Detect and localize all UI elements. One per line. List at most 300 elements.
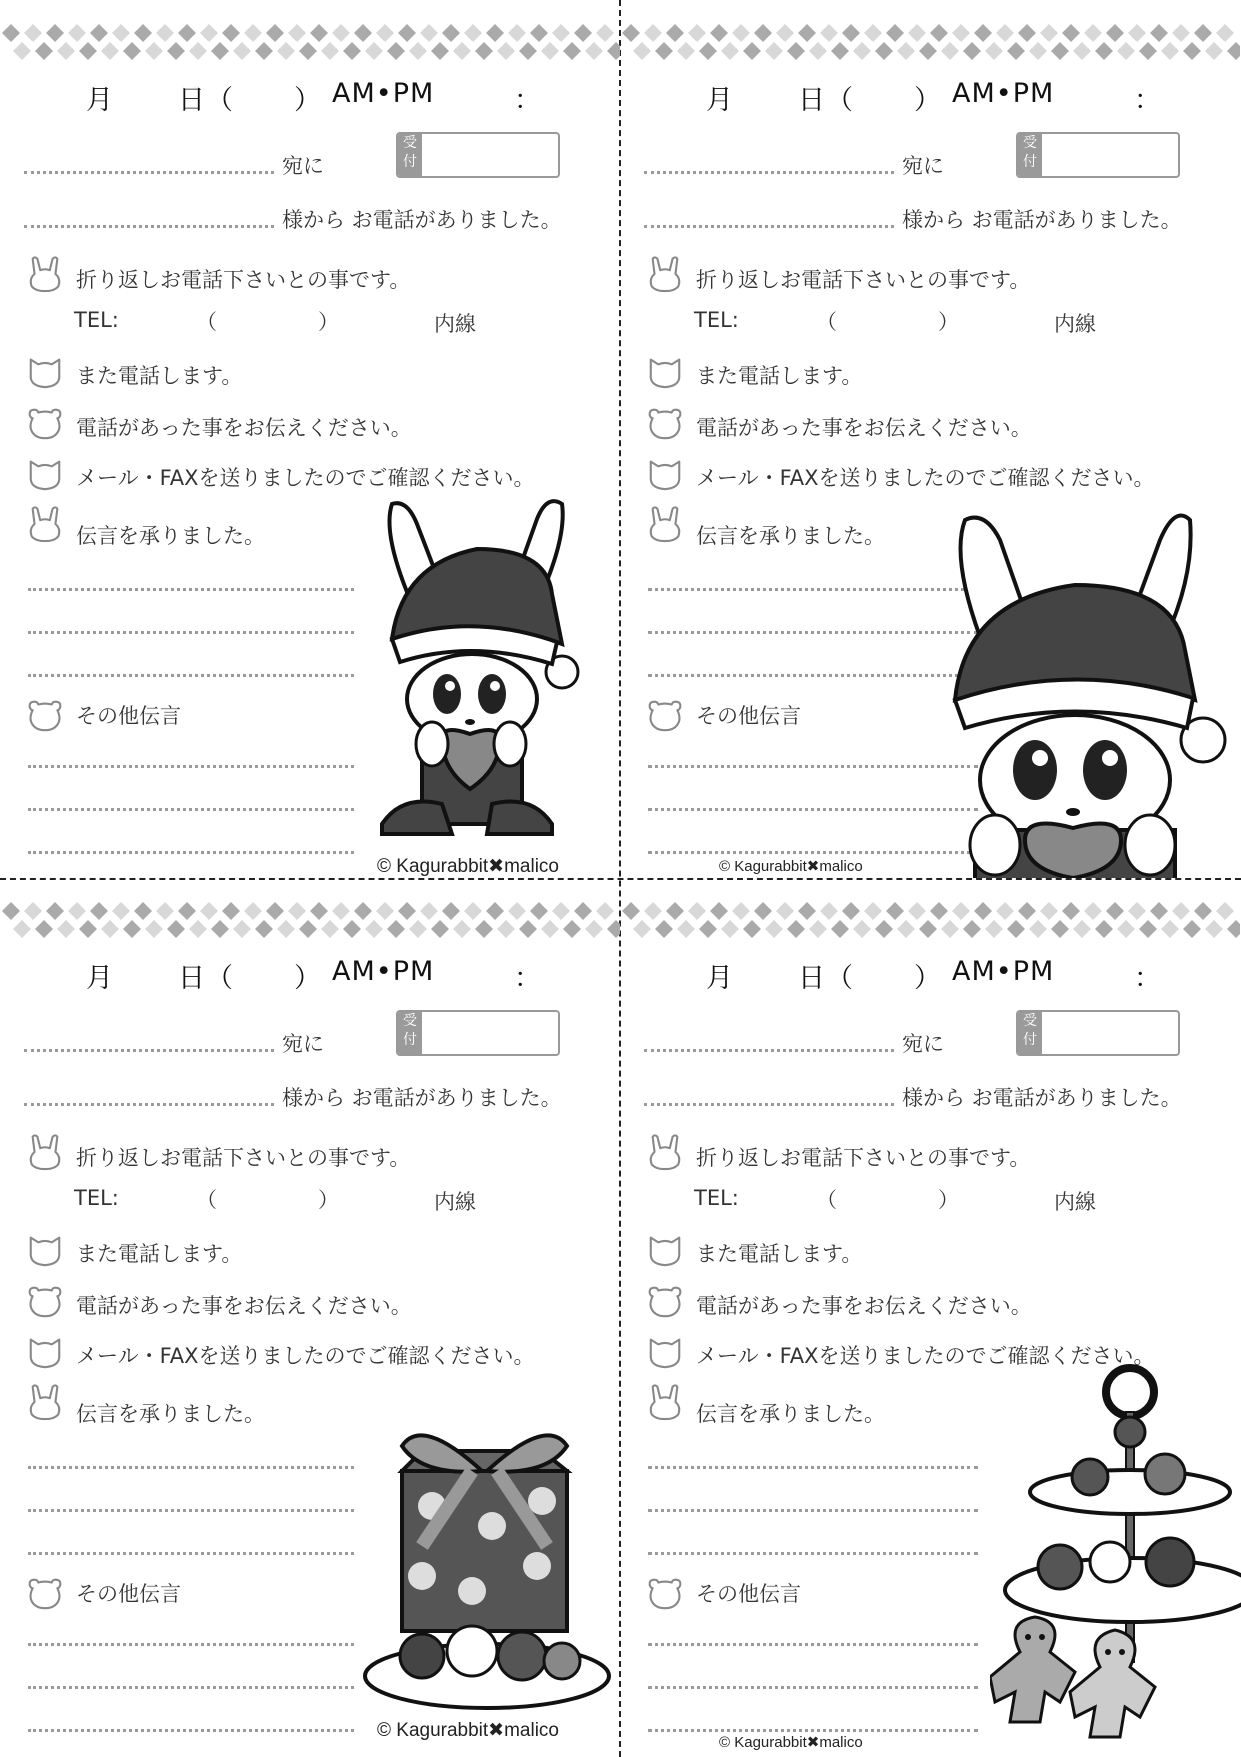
diamond bbox=[486, 24, 504, 42]
diamond bbox=[842, 24, 860, 42]
diamond bbox=[563, 920, 581, 938]
other-message-label: その他伝言 bbox=[696, 1582, 801, 1606]
diamond bbox=[145, 920, 163, 938]
to-label: 宛に bbox=[902, 154, 944, 178]
diamond bbox=[622, 24, 640, 42]
diamond bbox=[743, 42, 761, 60]
diamond-border bbox=[620, 900, 1240, 940]
message-line bbox=[28, 1686, 354, 1689]
cat-icon bbox=[646, 1230, 684, 1268]
tel-paren-open: （ bbox=[196, 310, 217, 334]
diamond bbox=[666, 902, 684, 920]
diamond bbox=[167, 920, 185, 938]
recipient-line bbox=[644, 1049, 894, 1052]
diamond bbox=[354, 24, 372, 42]
diamond bbox=[453, 920, 471, 938]
receipt-label-2: 付 bbox=[403, 1032, 417, 1048]
diamond bbox=[688, 24, 706, 42]
diamond bbox=[156, 24, 174, 42]
diamond bbox=[644, 24, 662, 42]
diamond bbox=[57, 42, 75, 60]
diamond bbox=[1062, 902, 1080, 920]
call-again-text: また電話します。 bbox=[76, 1242, 243, 1266]
bear-icon bbox=[26, 1573, 64, 1611]
tel-label: TEL: bbox=[74, 1186, 119, 1210]
diamond bbox=[974, 24, 992, 42]
diamond bbox=[13, 920, 31, 938]
diamond bbox=[864, 24, 882, 42]
to-label: 宛に bbox=[282, 1032, 324, 1056]
diamond bbox=[68, 902, 86, 920]
recipient-line bbox=[644, 171, 894, 174]
diamond bbox=[1106, 24, 1124, 42]
callback-text: 折り返しお電話下さいとの事です。 bbox=[76, 1146, 411, 1170]
bear-icon bbox=[646, 1573, 684, 1611]
message-line bbox=[648, 1552, 978, 1555]
receipt-label-1: 受 bbox=[403, 1013, 417, 1029]
extension-label: 内線 bbox=[1054, 312, 1096, 336]
paren-close: ） bbox=[294, 963, 322, 994]
rabbit-icon bbox=[646, 1383, 684, 1421]
diamond bbox=[941, 42, 959, 60]
diamond bbox=[255, 920, 273, 938]
message-taken-text: 伝言を承りました。 bbox=[76, 1402, 265, 1426]
diamond bbox=[875, 920, 893, 938]
diamond bbox=[442, 902, 460, 920]
day-label: 日（ bbox=[178, 85, 234, 116]
day-label: 日（ bbox=[178, 963, 234, 994]
diamond bbox=[1216, 902, 1234, 920]
message-line bbox=[648, 1686, 978, 1689]
copyright-text: © Kagurabbit✖malico bbox=[719, 1734, 863, 1751]
diamond bbox=[985, 920, 1003, 938]
diamond bbox=[90, 902, 108, 920]
receipt-label-2: 付 bbox=[1023, 154, 1037, 170]
diamond bbox=[222, 902, 240, 920]
copyright-text: © Kagurabbit✖malico bbox=[377, 1720, 560, 1741]
diamond bbox=[655, 920, 673, 938]
cat-icon bbox=[646, 454, 684, 492]
call-again-text: また電話します。 bbox=[696, 1242, 863, 1266]
diamond bbox=[123, 920, 141, 938]
diamond bbox=[189, 42, 207, 60]
diamond bbox=[497, 42, 515, 60]
diamond bbox=[1040, 24, 1058, 42]
diamond bbox=[1227, 920, 1240, 938]
diamond bbox=[376, 902, 394, 920]
diamond bbox=[853, 42, 871, 60]
diamond bbox=[464, 902, 482, 920]
diamond bbox=[420, 902, 438, 920]
diamond bbox=[974, 902, 992, 920]
diamond bbox=[963, 42, 981, 60]
diamond bbox=[233, 42, 251, 60]
diamond bbox=[244, 24, 262, 42]
diamond bbox=[365, 42, 383, 60]
diamond bbox=[596, 902, 614, 920]
rabbit-santa-closeup-illustration bbox=[945, 500, 1241, 878]
diamond bbox=[1007, 42, 1025, 60]
ampm-label: AM•PM bbox=[332, 78, 435, 109]
diamond bbox=[68, 24, 86, 42]
diamond bbox=[809, 42, 827, 60]
diamond bbox=[677, 920, 695, 938]
diamond bbox=[1029, 42, 1047, 60]
diamond bbox=[743, 920, 761, 938]
diamond bbox=[266, 902, 284, 920]
diamond bbox=[699, 42, 717, 60]
message-line bbox=[648, 631, 978, 634]
diamond bbox=[732, 902, 750, 920]
from-label: 様から お電話がありました。 bbox=[902, 1086, 1182, 1110]
diamond bbox=[475, 42, 493, 60]
diamond bbox=[776, 24, 794, 42]
rabbit-santa-illustration bbox=[362, 494, 612, 844]
diamond bbox=[79, 42, 97, 60]
diamond bbox=[321, 42, 339, 60]
callback-text: 折り返しお電話下さいとの事です。 bbox=[696, 1146, 1031, 1170]
diamond bbox=[1029, 920, 1047, 938]
diamond bbox=[200, 24, 218, 42]
diamond bbox=[585, 920, 603, 938]
diamond bbox=[387, 42, 405, 60]
diamond bbox=[563, 42, 581, 60]
diamond bbox=[167, 42, 185, 60]
cat-icon bbox=[26, 1230, 64, 1268]
caller-line bbox=[24, 225, 274, 228]
diamond bbox=[453, 42, 471, 60]
diamond bbox=[919, 920, 937, 938]
mail-fax-text: メール・FAXを送りましたのでご確認ください。 bbox=[696, 1344, 1155, 1368]
diamond bbox=[475, 920, 493, 938]
diamond bbox=[497, 920, 515, 938]
diamond bbox=[721, 920, 739, 938]
tel-paren-close: ） bbox=[318, 1188, 339, 1212]
message-taken-text: 伝言を承りました。 bbox=[696, 1402, 885, 1426]
diamond bbox=[754, 902, 772, 920]
extension-label: 内線 bbox=[1054, 1190, 1096, 1214]
diamond bbox=[310, 24, 328, 42]
diamond bbox=[332, 902, 350, 920]
diamond bbox=[112, 24, 130, 42]
ampm-label: AM•PM bbox=[952, 956, 1055, 987]
diamond bbox=[409, 42, 427, 60]
diamond bbox=[211, 920, 229, 938]
diamond bbox=[875, 42, 893, 60]
diamond bbox=[1084, 902, 1102, 920]
rabbit-icon bbox=[646, 505, 684, 543]
callback-text: 折り返しお電話下さいとの事です。 bbox=[696, 268, 1031, 292]
tel-paren-close: ） bbox=[938, 1188, 959, 1212]
ampm-label: AM•PM bbox=[332, 956, 435, 987]
diamond bbox=[1183, 42, 1201, 60]
diamond bbox=[24, 902, 42, 920]
diamond bbox=[1073, 920, 1091, 938]
extension-label: 内線 bbox=[434, 1190, 476, 1214]
receipt-label bbox=[1018, 1012, 1042, 1054]
diamond bbox=[57, 920, 75, 938]
diamond bbox=[1216, 24, 1234, 42]
receipt-box bbox=[396, 132, 560, 178]
diamond bbox=[299, 920, 317, 938]
diamond bbox=[530, 24, 548, 42]
tell-them-text: 電話があった事をお伝えください。 bbox=[696, 1294, 1032, 1318]
diamond bbox=[1073, 42, 1091, 60]
diamond bbox=[787, 920, 805, 938]
tel-paren-open: （ bbox=[816, 310, 837, 334]
receipt-box bbox=[1016, 1010, 1180, 1056]
receipt-box bbox=[1016, 132, 1180, 178]
message-line bbox=[28, 1643, 354, 1646]
diamond bbox=[1095, 920, 1113, 938]
callback-text: 折り返しお電話下さいとの事です。 bbox=[76, 268, 411, 292]
diamond bbox=[46, 24, 64, 42]
cat-icon bbox=[646, 1332, 684, 1370]
diamond bbox=[178, 902, 196, 920]
other-message-label: その他伝言 bbox=[76, 1582, 181, 1606]
diamond bbox=[1018, 902, 1036, 920]
bear-icon bbox=[26, 403, 64, 441]
paren-close: ） bbox=[914, 963, 942, 994]
diamond bbox=[123, 42, 141, 60]
message-line bbox=[28, 1552, 354, 1555]
diamond bbox=[710, 24, 728, 42]
diamond-border bbox=[620, 22, 1240, 62]
month-label: 月 bbox=[706, 85, 734, 116]
diamond bbox=[101, 42, 119, 60]
tell-them-text: 電話があった事をお伝えください。 bbox=[76, 1294, 412, 1318]
from-label: 様から お電話がありました。 bbox=[902, 208, 1182, 232]
diamond bbox=[442, 24, 460, 42]
message-line bbox=[648, 808, 978, 811]
tel-label: TEL: bbox=[694, 1186, 739, 1210]
rabbit-icon bbox=[26, 255, 64, 293]
diamond bbox=[1117, 920, 1135, 938]
diamond bbox=[1117, 42, 1135, 60]
diamond bbox=[552, 24, 570, 42]
diamond bbox=[908, 902, 926, 920]
tel-paren-open: （ bbox=[196, 1188, 217, 1212]
month-label: 月 bbox=[86, 85, 114, 116]
diamond bbox=[178, 24, 196, 42]
message-line bbox=[648, 1466, 978, 1469]
time-colon: ： bbox=[514, 85, 542, 116]
diamond bbox=[1194, 902, 1212, 920]
other-message-label: その他伝言 bbox=[696, 704, 801, 728]
diamond bbox=[343, 42, 361, 60]
tell-them-text: 電話があった事をお伝えください。 bbox=[696, 416, 1032, 440]
message-line bbox=[648, 851, 978, 854]
receipt-label-1: 受 bbox=[1023, 1013, 1037, 1029]
diamond bbox=[842, 902, 860, 920]
bear-icon bbox=[646, 1281, 684, 1319]
diamond bbox=[1161, 42, 1179, 60]
diamond-border bbox=[0, 22, 620, 62]
diamond bbox=[919, 42, 937, 60]
receipt-label-1: 受 bbox=[403, 135, 417, 151]
message-line bbox=[28, 588, 354, 591]
to-label: 宛に bbox=[902, 1032, 944, 1056]
from-label: 様から お電話がありました。 bbox=[282, 208, 562, 232]
diamond bbox=[633, 920, 651, 938]
diamond bbox=[699, 920, 717, 938]
recipient-line bbox=[24, 171, 274, 174]
diamond bbox=[2, 24, 20, 42]
diamond bbox=[820, 24, 838, 42]
diamond bbox=[1051, 42, 1069, 60]
receipt-label bbox=[398, 1012, 422, 1054]
diamond bbox=[809, 920, 827, 938]
diamond bbox=[1128, 24, 1146, 42]
diamond bbox=[1150, 24, 1168, 42]
diamond bbox=[930, 902, 948, 920]
diamond bbox=[486, 902, 504, 920]
diamond bbox=[2, 902, 20, 920]
diamond bbox=[1150, 902, 1168, 920]
diamond bbox=[90, 24, 108, 42]
gift-box-illustration bbox=[362, 1416, 612, 1716]
to-label: 宛に bbox=[282, 154, 324, 178]
diamond bbox=[1139, 920, 1157, 938]
diamond bbox=[134, 902, 152, 920]
diamond bbox=[541, 42, 559, 60]
diamond bbox=[897, 920, 915, 938]
diamond bbox=[101, 920, 119, 938]
diamond bbox=[519, 920, 537, 938]
diamond bbox=[853, 920, 871, 938]
diamond bbox=[244, 902, 262, 920]
message-line bbox=[28, 1466, 354, 1469]
diamond bbox=[996, 902, 1014, 920]
extension-label: 内線 bbox=[434, 312, 476, 336]
mail-fax-text: メール・FAXを送りましたのでご確認ください。 bbox=[696, 466, 1155, 490]
month-label: 月 bbox=[86, 963, 114, 994]
diamond bbox=[908, 24, 926, 42]
day-label: 日（ bbox=[798, 963, 854, 994]
bear-icon bbox=[26, 695, 64, 733]
mail-fax-text: メール・FAXを送りましたのでご確認ください。 bbox=[76, 466, 535, 490]
call-again-text: また電話します。 bbox=[696, 364, 863, 388]
diamond bbox=[519, 42, 537, 60]
diamond bbox=[585, 42, 603, 60]
diamond bbox=[24, 24, 42, 42]
call-again-text: また電話します。 bbox=[76, 364, 243, 388]
diamond bbox=[765, 42, 783, 60]
diamond bbox=[145, 42, 163, 60]
diamond bbox=[831, 42, 849, 60]
other-message-label: その他伝言 bbox=[76, 704, 181, 728]
diamond bbox=[387, 920, 405, 938]
diamond bbox=[112, 902, 130, 920]
diamond bbox=[952, 24, 970, 42]
diamond bbox=[321, 920, 339, 938]
diamond bbox=[1194, 24, 1212, 42]
time-colon: ： bbox=[1134, 963, 1162, 994]
diamond bbox=[677, 42, 695, 60]
diamond bbox=[464, 24, 482, 42]
rabbit-icon bbox=[26, 1133, 64, 1171]
message-line bbox=[28, 1509, 354, 1512]
diamond bbox=[552, 902, 570, 920]
paren-close: ） bbox=[294, 85, 322, 116]
diamond bbox=[508, 902, 526, 920]
diamond bbox=[886, 24, 904, 42]
rabbit-icon bbox=[26, 1383, 64, 1421]
diamond bbox=[35, 42, 53, 60]
diamond bbox=[941, 920, 959, 938]
diamond-border bbox=[0, 900, 620, 940]
receipt-box bbox=[396, 1010, 560, 1056]
diamond bbox=[409, 920, 427, 938]
diamond bbox=[398, 902, 416, 920]
receipt-label-2: 付 bbox=[403, 154, 417, 170]
diamond bbox=[1062, 24, 1080, 42]
copyright-text: © Kagurabbit✖malico bbox=[719, 858, 863, 875]
cat-icon bbox=[26, 454, 64, 492]
diamond bbox=[365, 920, 383, 938]
diamond bbox=[798, 24, 816, 42]
caller-line bbox=[644, 225, 894, 228]
diamond bbox=[398, 24, 416, 42]
diamond bbox=[732, 24, 750, 42]
diamond bbox=[222, 24, 240, 42]
diamond bbox=[277, 920, 295, 938]
message-taken-text: 伝言を承りました。 bbox=[76, 524, 265, 548]
time-colon: ： bbox=[514, 963, 542, 994]
diamond bbox=[1161, 920, 1179, 938]
diamond bbox=[574, 902, 592, 920]
receipt-label bbox=[1018, 134, 1042, 176]
diamond bbox=[655, 42, 673, 60]
diamond bbox=[1128, 902, 1146, 920]
diamond bbox=[622, 902, 640, 920]
tel-paren-open: （ bbox=[816, 1188, 837, 1212]
diamond bbox=[1051, 920, 1069, 938]
diamond bbox=[633, 42, 651, 60]
diamond bbox=[156, 902, 174, 920]
message-line bbox=[28, 631, 354, 634]
diamond bbox=[1139, 42, 1157, 60]
caller-line bbox=[24, 1103, 274, 1106]
bear-icon bbox=[646, 695, 684, 733]
message-line bbox=[28, 808, 354, 811]
diamond bbox=[277, 42, 295, 60]
mail-fax-text: メール・FAXを送りましたのでご確認ください。 bbox=[76, 1344, 535, 1368]
time-colon: ： bbox=[1134, 85, 1162, 116]
diamond bbox=[1172, 902, 1190, 920]
cat-icon bbox=[26, 1332, 64, 1370]
diamond bbox=[530, 902, 548, 920]
month-label: 月 bbox=[706, 963, 734, 994]
diamond bbox=[897, 42, 915, 60]
diamond bbox=[1205, 42, 1223, 60]
rabbit-icon bbox=[646, 1133, 684, 1171]
message-line bbox=[28, 674, 354, 677]
diamond bbox=[420, 24, 438, 42]
tell-them-text: 電話があった事をお伝えください。 bbox=[76, 416, 412, 440]
paren-close: ） bbox=[914, 85, 942, 116]
diamond bbox=[1007, 920, 1025, 938]
diamond bbox=[13, 42, 31, 60]
caller-line bbox=[644, 1103, 894, 1106]
message-line bbox=[648, 674, 978, 677]
diamond bbox=[1227, 42, 1240, 60]
diamond bbox=[754, 24, 772, 42]
diamond bbox=[266, 24, 284, 42]
recipient-line bbox=[24, 1049, 274, 1052]
ampm-label: AM•PM bbox=[952, 78, 1055, 109]
diamond bbox=[431, 42, 449, 60]
